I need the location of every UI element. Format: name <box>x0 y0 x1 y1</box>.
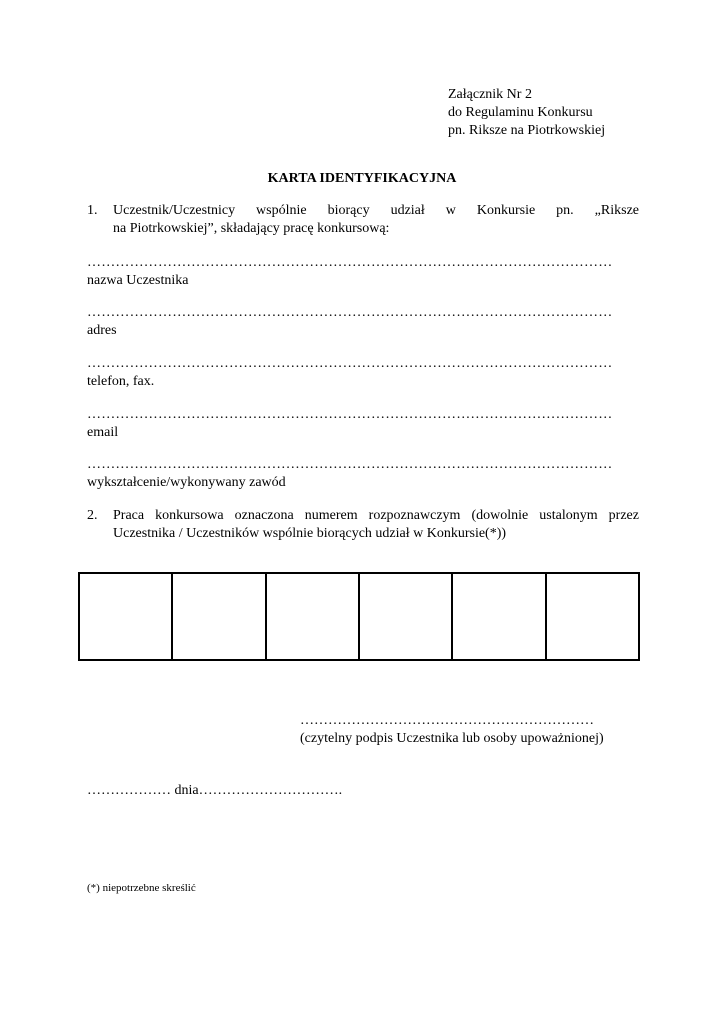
section-1-text-line-1: Uczestnik/Uczestnicy wspólnie biorący udział w Konkursie pn. „Riksze <box>113 203 639 218</box>
id-digit-box-4[interactable] <box>360 574 453 659</box>
footnote: (*) niepotrzebne skreślić <box>87 882 196 894</box>
date-line[interactable]: ……………… dnia…………………………. <box>87 783 343 798</box>
section-2-text-line-1: Praca konkursowa oznaczona numerem rozpoznawczym (dowolnie ustalonym przez <box>113 508 639 523</box>
section-1-text-line-2: na Piotrkowskiej”, składający pracę konkursową: <box>113 221 390 236</box>
id-digit-box-2[interactable] <box>173 574 266 659</box>
id-digit-box-3[interactable] <box>267 574 360 659</box>
education-occupation-dotted-line[interactable]: ………………………………………………………………………………………………… <box>87 457 613 472</box>
participant-name-dotted-line[interactable]: ………………………………………………………………………………………………… <box>87 255 613 270</box>
signature-dotted-line[interactable]: ……………………………………………………… <box>300 713 594 728</box>
education-occupation-field[interactable] <box>87 456 639 492</box>
id-digit-box-5[interactable] <box>453 574 546 659</box>
section-1 <box>87 202 639 238</box>
identification-number-boxes <box>78 572 640 661</box>
education-occupation-label: wykształcenie/wykonywany zawód <box>87 475 286 490</box>
section-2-number: 2. <box>87 508 98 523</box>
phone-fax-field[interactable] <box>87 355 639 391</box>
participant-name-label: nazwa Uczestnika <box>87 273 189 288</box>
signature-block <box>300 712 604 748</box>
address-label: adres <box>87 323 117 338</box>
email-dotted-line[interactable]: ………………………………………………………………………………………………… <box>87 407 613 422</box>
participant-name-field[interactable] <box>87 254 639 290</box>
annex-line-3: pn. Riksze na Piotrkowskiej <box>448 123 606 138</box>
id-digit-box-1[interactable] <box>80 574 173 659</box>
phone-fax-dotted-line[interactable]: ………………………………………………………………………………………………… <box>87 356 613 371</box>
section-2-text-line-2: Uczestnika / Uczestników wspólnie biorących udział w Konkursie(*)) <box>113 526 507 541</box>
signature-caption: (czytelny podpis Uczestnika lub osoby upoważnionej) <box>300 731 604 746</box>
email-field[interactable] <box>87 406 639 442</box>
annex-line-1: Załącznik Nr 2 <box>448 87 532 102</box>
document-title: KARTA IDENTYFIKACYJNA <box>267 171 457 186</box>
id-digit-box-6[interactable] <box>547 574 638 659</box>
annex-header <box>448 86 605 140</box>
section-2 <box>87 507 639 543</box>
annex-line-2: do Regulaminu Konkursu <box>448 105 593 120</box>
address-dotted-line[interactable]: ………………………………………………………………………………………………… <box>87 305 613 320</box>
section-1-number: 1. <box>87 203 98 218</box>
email-label: email <box>87 425 119 440</box>
address-field[interactable] <box>87 304 639 340</box>
phone-fax-label: telefon, fax. <box>87 374 155 389</box>
